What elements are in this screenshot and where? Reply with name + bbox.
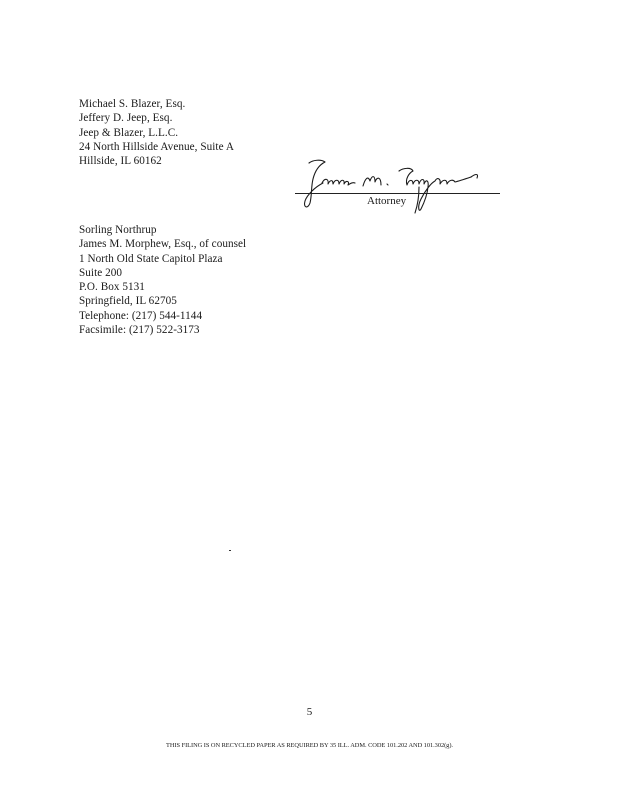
signature-label: Attorney (367, 195, 407, 207)
stray-mark (229, 550, 231, 551)
counsel-line: James M. Morphew, Esq., of counsel (79, 238, 247, 251)
signature-block (295, 157, 505, 215)
counsel-block-jeep-blazer (79, 97, 234, 168)
counsel-line: 24 North Hillside Avenue, Suite A (79, 140, 234, 153)
counsel-line: Sorling Northrup (79, 224, 157, 236)
counsel-line: Jeffery D. Jeep, Esq. (79, 112, 173, 125)
counsel-line: Suite 200 (79, 266, 123, 279)
counsel-block-sorling-northrup (79, 223, 246, 337)
page-number: 5 (306, 706, 313, 718)
counsel-line: Springfield, IL 62705 (79, 295, 177, 308)
counsel-line: Michael S. Blazer, Esq. (79, 98, 186, 110)
counsel-line: Jeep & Blazer, L.L.C. (79, 126, 179, 139)
counsel-line: 1 North Old State Capitol Plaza (79, 252, 223, 265)
counsel-line: Facsimile: (217) 522-3173 (79, 324, 200, 337)
counsel-line: Hillside, IL 60162 (79, 155, 162, 168)
counsel-line: Telephone: (217) 544-1144 (79, 309, 203, 322)
counsel-line: P.O. Box 5131 (79, 281, 145, 294)
footer-note: THIS FILING IS ON RECYCLED PAPER AS REQUIRED BY 35 ILL. ADM. CODE 101.202 AND 101.302(g). (166, 742, 453, 749)
signature-line (295, 193, 500, 194)
